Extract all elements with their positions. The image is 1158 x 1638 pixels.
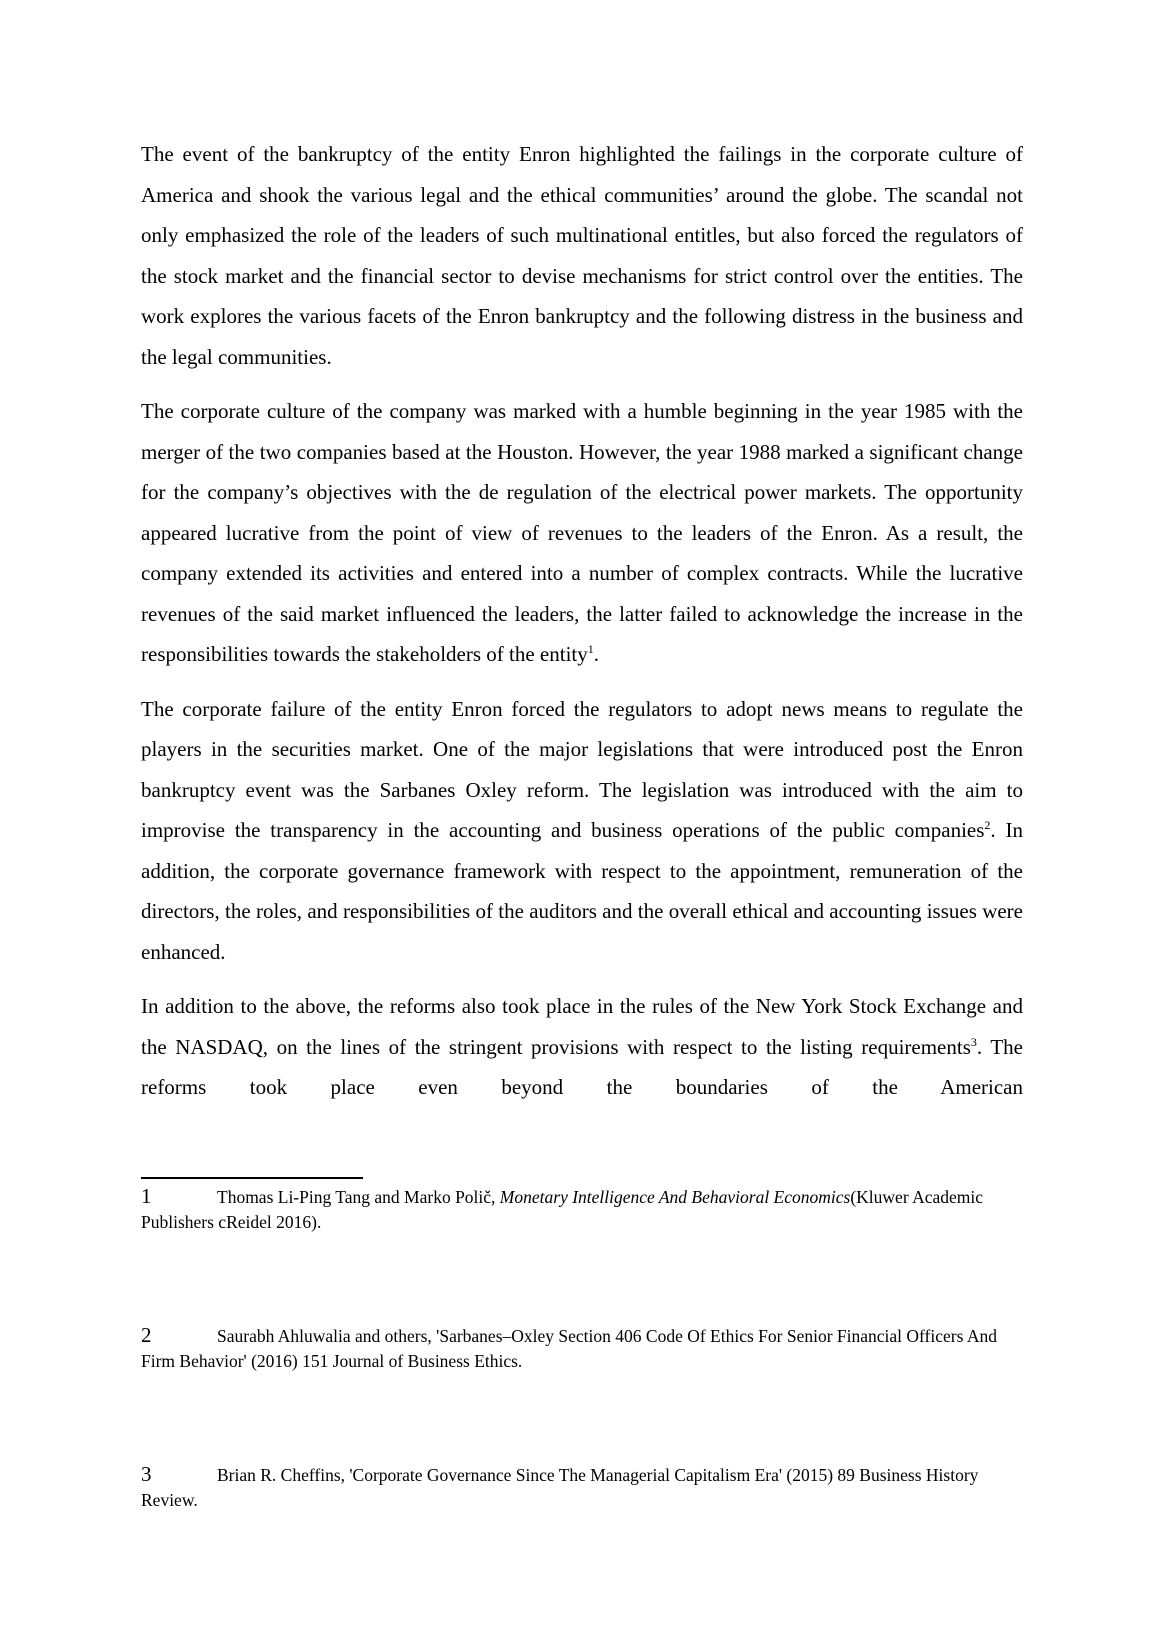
paragraph-4-text: In addition to the above, the reforms also took place in the rules of the New York Stock Exchange and the NASDAQ, on the lines of the stringent provisions with respect to the listing requirements (141, 994, 1023, 1059)
footnote-number-2: 2 (141, 1323, 152, 1347)
footnote-1 (141, 1184, 1023, 1235)
paragraph-3-text: The corporate failure of the entity Enron forced the regulators to adopt news means to regulate the players in the securities market. One of the major legislations that were introduced post the Enron bankruptcy event was the Sarbanes Oxley reform. The legislation was introduced with the aim to improvise the transparency in the accounting and business operations of the public companies (141, 696, 1023, 842)
paragraph-2-text: The corporate culture of the company was marked with a humble beginning in the year 1985 with the merger of the two companies based at the Houston. However, the year 1988 marked a significant change for the company’s objectives with the de regulation of the electrical power markets. The opportunity appeared lucrative from the point of view of revenues to the leaders of the Enron. As a result, the company extended its activities and entered into a number of complex contracts. While the lucrative revenues of the said market influenced the leaders, the latter failed to acknowledge the increase in the responsibilities towards the stakeholders of the entity (141, 399, 1023, 666)
paragraph-2 (141, 391, 1023, 675)
footnote-ref-1[interactable]: 1 (587, 642, 594, 656)
footnote-number-1: 1 (141, 1184, 152, 1208)
footnote-1-publisher: (Kluwer Academic Publishers cReidel 2016). (141, 1187, 983, 1232)
footnote-number-3: 3 (141, 1462, 152, 1486)
footnote-3 (141, 1462, 1023, 1513)
footnote-3-text: Brian R. Cheffins, 'Corporate Governance Since The Managerial Capitalism Era' (2015) 89 Business History Review. (141, 1465, 979, 1510)
document-body (141, 134, 1023, 1122)
paragraph-3 (141, 689, 1023, 973)
paragraph-3-tail: . In addition, the corporate governance framework with respect to the appointment, remuneration of the directors, the roles, and responsibilities of the auditors and the overall ethical and accounting issues were enhanced. (141, 818, 1023, 964)
footnote-2-text: Saurabh Ahluwalia and others, 'Sarbanes–Oxley Section 406 Code Of Ethics For Senior Financial Officers And Firm Behavior' (2016) 151 Journal of Business Ethics. (141, 1326, 997, 1371)
footnote-ref-2[interactable]: 2 (984, 818, 991, 832)
footnote-ref-3[interactable]: 3 (970, 1034, 977, 1049)
footnote-separator (141, 1177, 363, 1179)
paragraph-1-text: The event of the bankruptcy of the entity Enron highlighted the failings in the corporate culture of America and shook the various legal and the ethical communities’ around the globe. The scandal not only emphasized the role of the leaders of such multinational entitles, but also forced the regulators of the stock market and the financial sector to devise mechanisms for strict control over the entities. The work explores the various facets of the Enron bankruptcy and the following distress in the business and the legal communities. (141, 142, 1023, 369)
footnote-2 (141, 1323, 1023, 1374)
paragraph-4-tail: . The reforms took place even beyond the boundaries of the American (141, 1034, 1023, 1099)
paragraph-1 (141, 134, 1023, 377)
paragraph-4 (141, 986, 1023, 1108)
footnote-1-authors: Thomas Li-Ping Tang and Marko Polič, (217, 1187, 500, 1207)
footnotes-section (141, 1184, 1023, 1513)
footnote-1-title: Monetary Intelligence And Behavioral Economics (499, 1187, 851, 1207)
paragraph-2-tail: . (593, 642, 599, 666)
